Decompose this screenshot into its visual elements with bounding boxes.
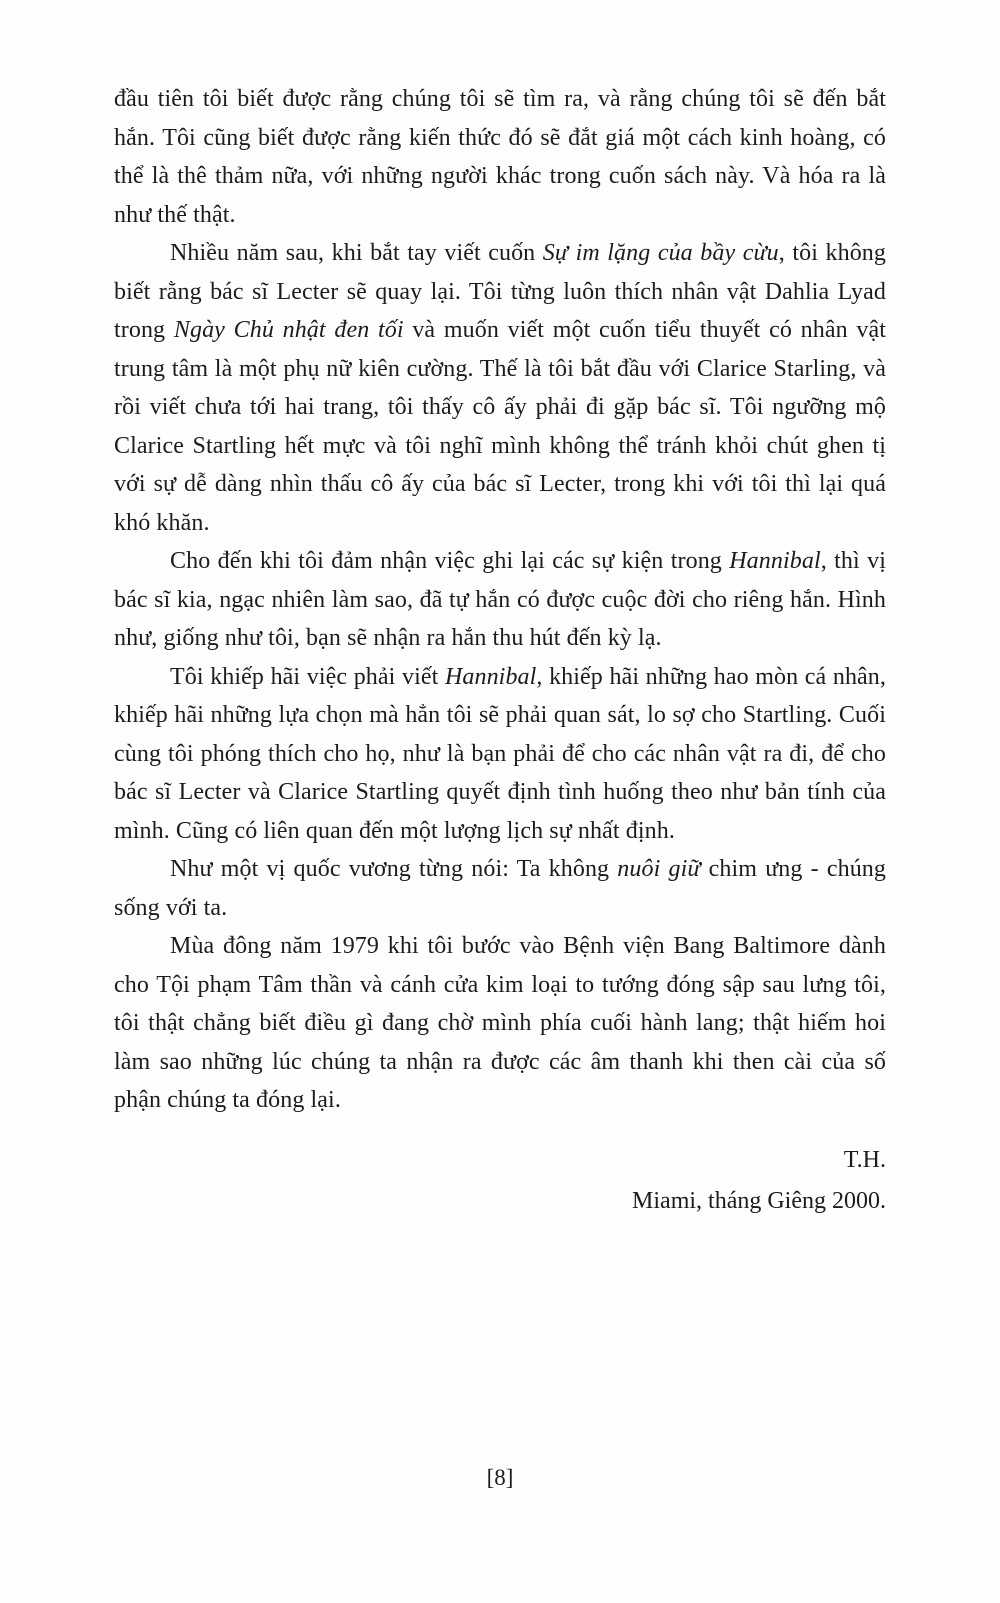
paragraph-text: , khiếp hãi những hao mòn cá nhân, khiếp hãi những lựa chọn mà hẳn tôi sẽ phải quan sát, lo sợ cho Startling. Cuối cùng tôi phóng thích cho họ, như là bạn phải để cho các nhân vật ra đi, để cho bác sĩ Lecter và Clarice Startling quyết định tình huống theo như bản tính của mình. Cũng có liên quan đến một lượng lịch sự nhất định. [114,663,887,844]
book-title-italic: nuôi giữ [617,856,701,882]
paragraph-text: Tôi khiếp hãi việc phải viết [170,663,445,690]
paragraph [114,542,886,658]
book-title-italic: Ngày Chủ nhật đen tối [173,317,404,343]
paragraph-text: Nhiều năm sau, khi bắt tay viết cuốn [170,240,543,266]
paragraph-text: Như một vị quốc vương từng nói: Ta không [170,856,618,882]
paragraph-text: Cho đến khi tôi đảm nhận việc ghi lại các sự kiện trong [170,548,730,574]
paragraph-text: đầu tiên tôi biết được rằng chúng tôi sẽ tìm ra, và rằng chúng tôi sẽ đến bắt hắn. Tôi cũng biết được rằng kiến thức đó sẽ đắt giá một cách kinh hoàng, có thể là thê thảm nữa, với những người khác trong cuốn sách này. Và hóa ra là như thế thật. [114,86,886,228]
signature-place-date: Miami, tháng Giêng 2000. [632,1187,886,1214]
paragraph [114,927,886,1120]
paragraph-text: , tôi không biết rằng bác sĩ Lecter sẽ quay lại. Tôi từng luôn thích nhân vật Dahlia Lyad trong [114,240,886,343]
paragraph [114,234,886,542]
paragraph [114,850,886,927]
book-title-italic: Sự im lặng của bầy cừu [542,240,779,266]
book-title-italic: Hannibal [444,663,537,690]
signature-block [114,1140,886,1222]
paragraph-text: , thì vị bác sĩ kia, ngạc nhiên làm sao, đã tự hắn có được cuộc đời cho riêng hắn. Hình như, giống như tôi, bạn sẽ nhận ra hắn thu hút đến kỳ lạ. [114,548,886,651]
paragraph-text: chim ưng - chúng sống với ta. [114,856,887,921]
page-body [114,80,886,1120]
paragraph-text: Mùa đông năm 1979 khi tôi bước vào Bệnh viện Bang Baltimore dành cho Tội phạm Tâm thần và cánh cửa kim loại to tướng đóng sập sau lưng tôi, tôi thật chẳng biết điều gì đang chờ mình phía cuối hành lang; thật hiếm hoi làm sao những lúc chúng ta nhận ra được các âm thanh khi then cài của số phận chúng ta đóng lại. [114,933,886,1113]
author-initials: T.H. [843,1146,886,1173]
paragraph [114,80,886,234]
page-number: [8] [486,1465,514,1490]
book-title-italic: Hannibal [729,548,821,574]
paragraph-text: và muốn viết một cuốn tiểu thuyết có nhân vật trung tâm là một phụ nữ kiên cường. Thế là tôi bắt đầu với Clarice Starling, và rồi viết chưa tới hai trang, tôi thấy cô ấy phải đi gặp bác sĩ. Tôi ngưỡng mộ Clarice Startling hết mực và tôi nghĩ mình không thể tránh khỏi chút ghen tị với sự dễ dàng nhìn thấu cô ấy của bác sĩ Lecter, trong khi với tôi thì lại quá khó khăn. [114,317,887,536]
paragraph [114,658,886,851]
